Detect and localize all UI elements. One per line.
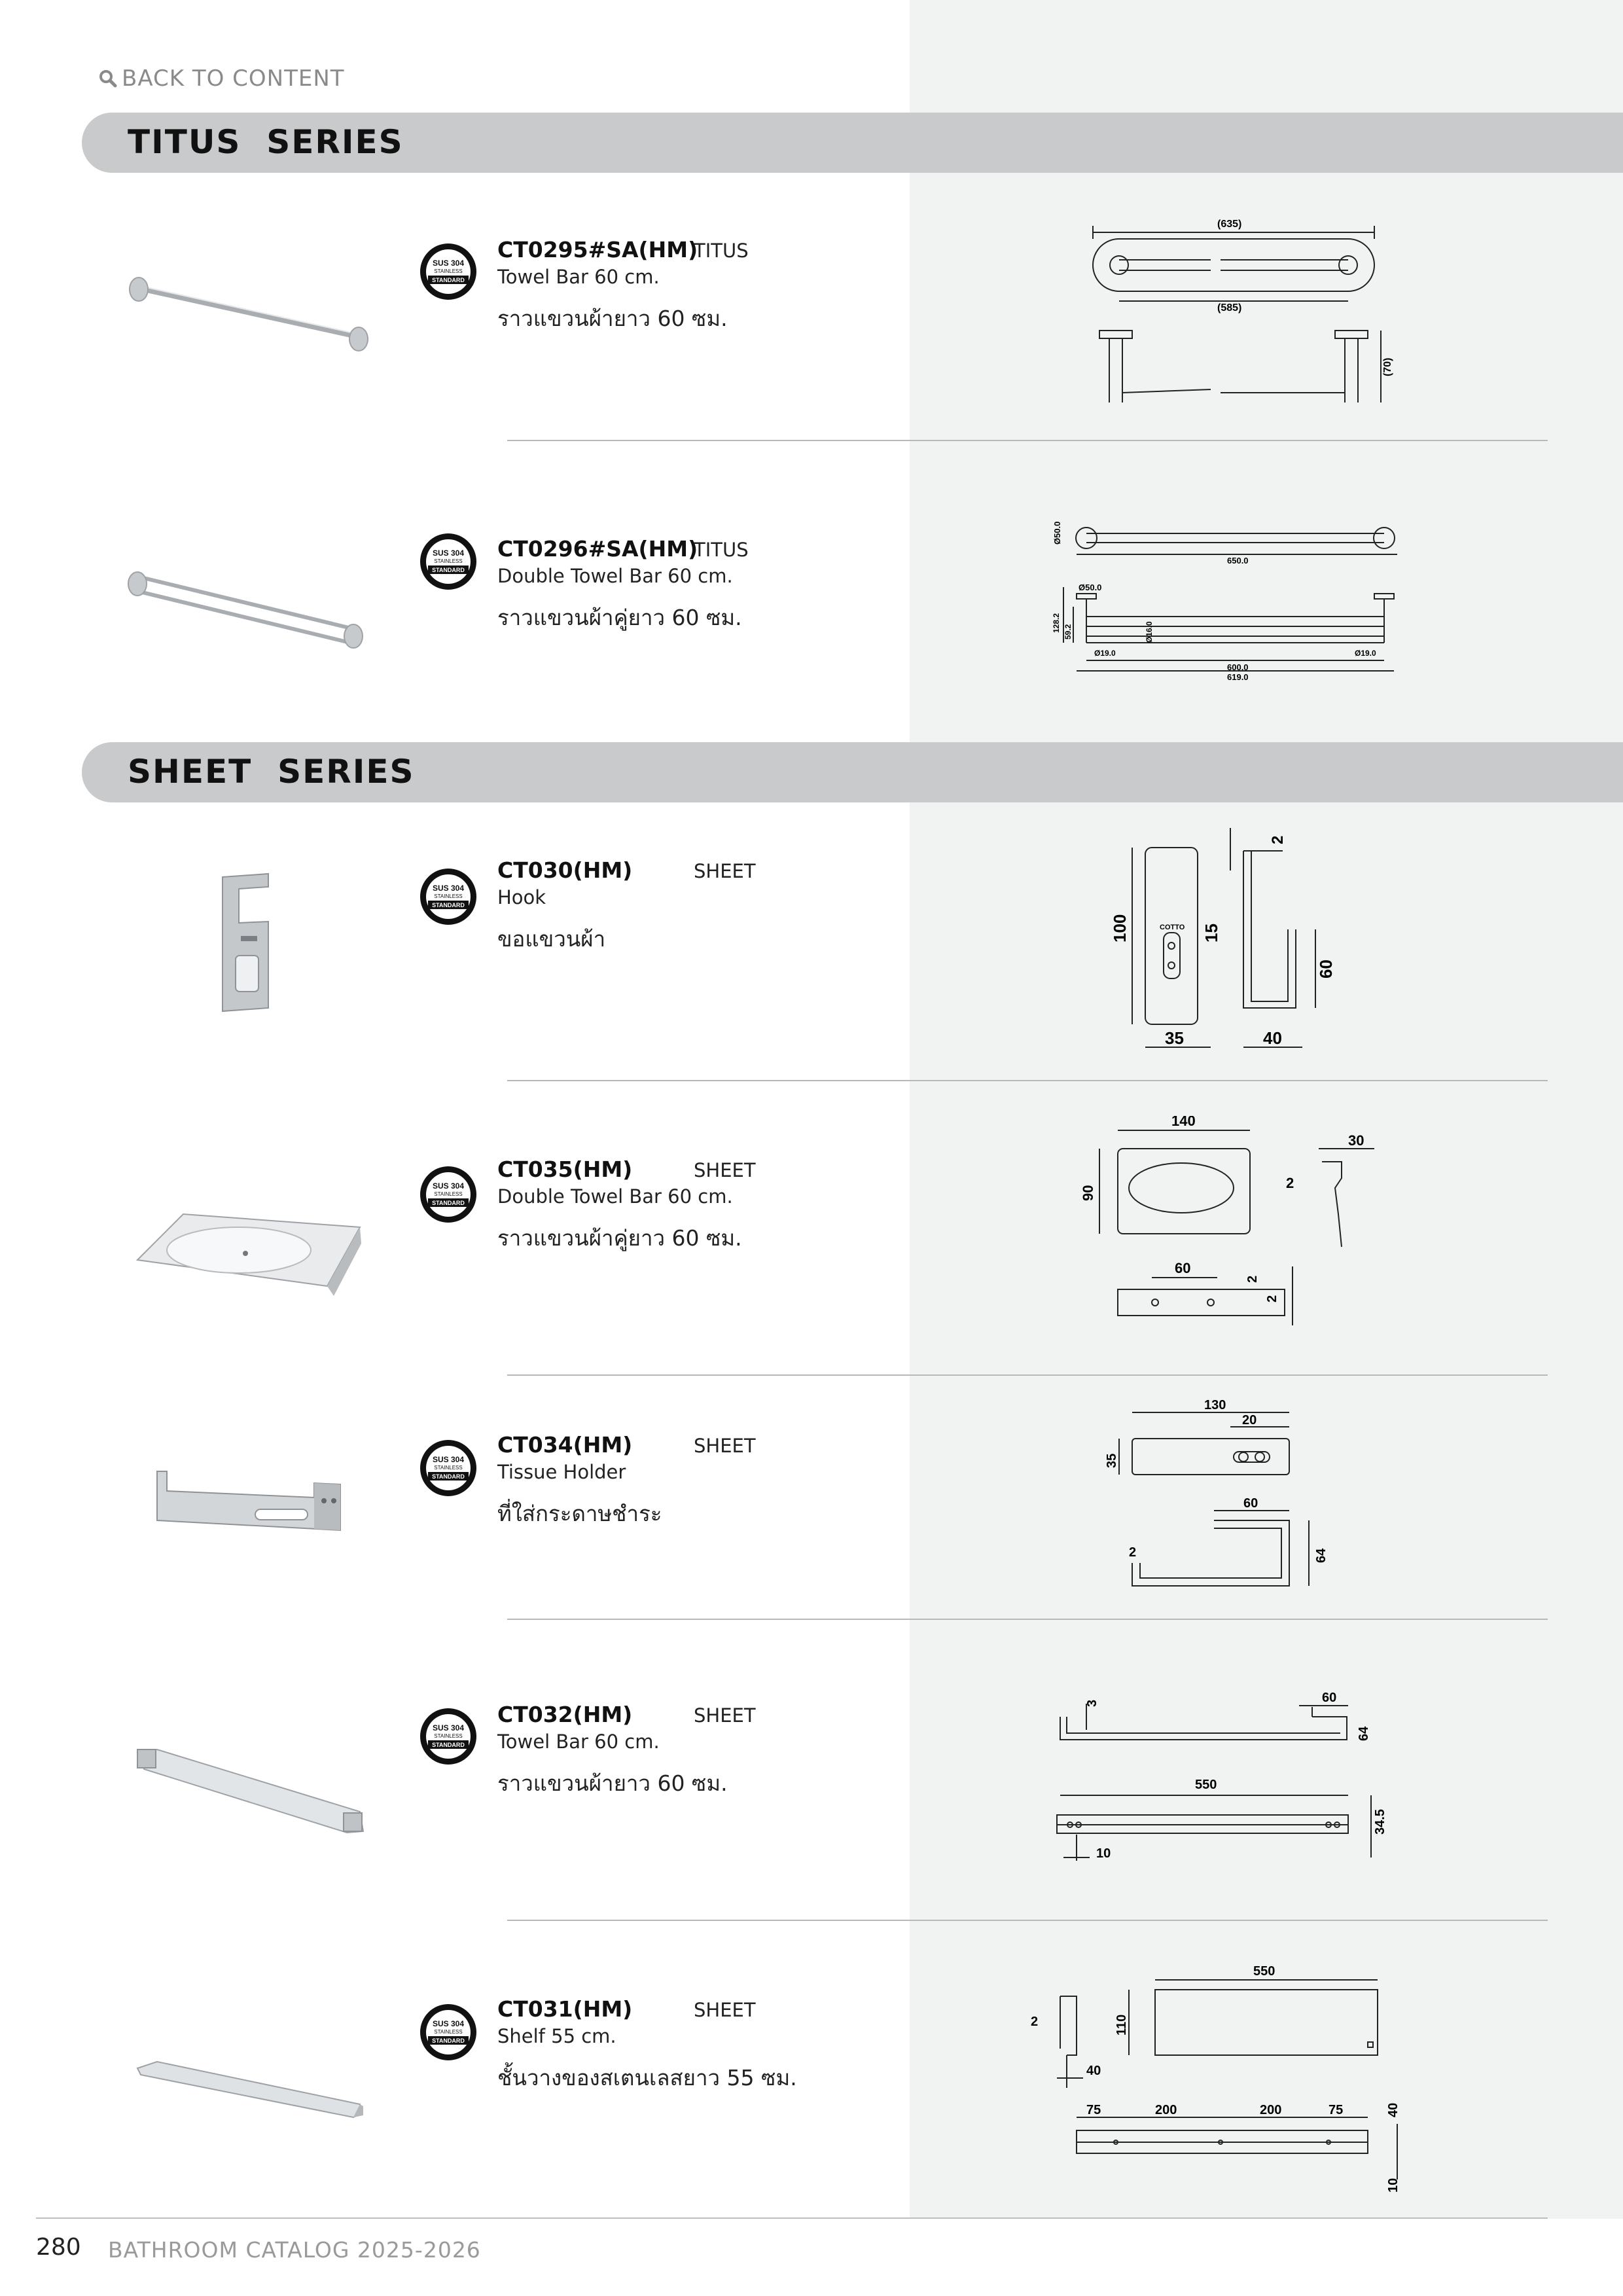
svg-text:SUS 304: SUS 304 <box>432 1723 465 1732</box>
svg-text:64: 64 <box>1357 1726 1371 1741</box>
divider <box>507 1374 1548 1376</box>
footer-divider <box>36 2217 1548 2219</box>
svg-text:130: 130 <box>1204 1398 1226 1412</box>
svg-text:(635): (635) <box>1217 219 1242 230</box>
technical-drawing <box>1080 206 1394 429</box>
product-series: SHEET <box>694 1435 756 1457</box>
product-series: SHEET <box>694 860 756 882</box>
svg-text:STAINLESS: STAINLESS <box>434 1191 463 1197</box>
divider <box>507 1920 1548 1921</box>
svg-text:40: 40 <box>1086 2064 1101 2078</box>
svg-text:Ø19.0: Ø19.0 <box>1094 649 1116 658</box>
product-name-th: ราวแขวนผ้าคู่ยาว 60 ซม. <box>497 605 742 630</box>
svg-text:3: 3 <box>1085 1699 1099 1707</box>
product-photo <box>118 554 386 666</box>
product-code: CT0295#SA(HM) <box>497 237 698 262</box>
svg-text:Ø19.0: Ø19.0 <box>1355 649 1376 658</box>
technical-drawing <box>1080 1393 1374 1615</box>
svg-text:60: 60 <box>1175 1260 1191 1276</box>
svg-text:128.2: 128.2 <box>1052 613 1061 633</box>
divider <box>507 1080 1548 1081</box>
sus304-badge <box>419 1707 478 1766</box>
svg-text:SUS 304: SUS 304 <box>432 548 465 558</box>
product-name-en: Double Towel Bar 60 cm. <box>497 1185 733 1208</box>
svg-text:Ø50.0: Ø50.0 <box>1052 521 1062 545</box>
svg-text:90: 90 <box>1080 1185 1096 1201</box>
svg-text:550: 550 <box>1253 1964 1275 1979</box>
svg-text:STAINLESS: STAINLESS <box>434 2029 463 2035</box>
technical-drawing <box>1041 1668 1407 1890</box>
product-name-en: Hook <box>497 886 546 908</box>
product-series: SHEET <box>694 1159 756 1181</box>
sus304-badge <box>419 867 478 926</box>
series-title: TITUS SERIES <box>128 123 404 161</box>
sheet-series-header <box>82 742 1623 802</box>
svg-text:2: 2 <box>1269 835 1287 844</box>
technical-drawing <box>1047 509 1414 705</box>
product-photo <box>118 1452 386 1583</box>
product-name-en: Towel Bar 60 cm. <box>497 1731 660 1753</box>
product-series: TITUS <box>694 240 749 262</box>
series-title: SHEET SERIES <box>128 753 415 791</box>
svg-text:2: 2 <box>1286 1175 1294 1191</box>
product-name-en: Double Towel Bar 60 cm. <box>497 565 733 587</box>
svg-text:64: 64 <box>1314 1548 1329 1563</box>
product-name-th: ชั้นวางของสเตนเลสยาว 55 ซม. <box>497 2065 797 2090</box>
product-series: TITUS <box>694 539 749 561</box>
svg-text:2: 2 <box>1031 2015 1039 2029</box>
svg-text:Ø16.0: Ø16.0 <box>1145 621 1154 643</box>
svg-text:75: 75 <box>1086 2103 1101 2117</box>
svg-text:COTTO: COTTO <box>1160 924 1185 931</box>
svg-text:40: 40 <box>1263 1028 1282 1048</box>
svg-text:STAINLESS: STAINLESS <box>434 893 463 899</box>
svg-text:SUS 304: SUS 304 <box>432 1455 465 1464</box>
svg-text:(70): (70) <box>1382 357 1393 376</box>
product-name-th: ราวแขวนผ้ายาว 60 ซม. <box>497 1770 728 1796</box>
svg-text:100: 100 <box>1110 914 1130 942</box>
svg-text:STANDARD: STANDARD <box>432 1473 465 1480</box>
product-name-th: ราวแขวนผ้าคู่ยาว 60 ซม. <box>497 1225 742 1251</box>
svg-text:SUS 304: SUS 304 <box>432 884 465 893</box>
svg-text:10: 10 <box>1386 2178 1400 2193</box>
svg-text:75: 75 <box>1329 2103 1344 2117</box>
svg-text:SUS 304: SUS 304 <box>432 1181 465 1191</box>
divider <box>507 440 1548 441</box>
svg-text:34.5: 34.5 <box>1373 1809 1387 1835</box>
back-to-content-label: BACK TO CONTENT <box>122 65 345 92</box>
sus304-badge <box>419 2003 478 2062</box>
svg-text:STANDARD: STANDARD <box>432 1200 465 1206</box>
svg-text:STANDARD: STANDARD <box>432 567 465 573</box>
product-code: CT031(HM) <box>497 1996 633 2022</box>
svg-text:200: 200 <box>1260 2103 1282 2117</box>
product-name-en: Shelf 55 cm. <box>497 2025 616 2047</box>
product-code: CT0296#SA(HM) <box>497 536 698 562</box>
svg-text:STAINLESS: STAINLESS <box>434 1733 463 1739</box>
product-code: CT032(HM) <box>497 1702 633 1727</box>
product-series: SHEET <box>694 1704 756 1727</box>
svg-text:STANDARD: STANDARD <box>432 902 465 908</box>
svg-text:550: 550 <box>1195 1778 1217 1792</box>
svg-text:Ø50.0: Ø50.0 <box>1079 583 1102 592</box>
search-icon <box>98 69 118 88</box>
svg-text:(585): (585) <box>1217 302 1242 314</box>
titus-series-header <box>82 113 1623 173</box>
product-photo <box>118 2042 386 2147</box>
svg-text:60: 60 <box>1243 1496 1258 1511</box>
product-name-en: Tissue Holder <box>497 1461 626 1483</box>
svg-text:STANDARD: STANDARD <box>432 2037 465 2044</box>
svg-text:SUS 304: SUS 304 <box>432 259 465 268</box>
catalog-title: BATHROOM CATALOG 2025-2026 <box>108 2237 481 2263</box>
svg-text:35: 35 <box>1165 1028 1184 1048</box>
svg-text:60: 60 <box>1316 960 1336 978</box>
svg-text:2: 2 <box>1245 1275 1260 1283</box>
product-photo <box>118 864 386 1028</box>
svg-text:60: 60 <box>1322 1691 1337 1705</box>
svg-text:200: 200 <box>1155 2103 1177 2117</box>
product-code: CT030(HM) <box>497 857 633 883</box>
svg-text:35: 35 <box>1105 1453 1119 1468</box>
product-photo <box>118 262 386 367</box>
technical-drawing <box>1060 1116 1400 1352</box>
svg-text:15: 15 <box>1202 924 1221 942</box>
svg-text:40: 40 <box>1386 2102 1400 2117</box>
product-name-th: ที่ใส่กระดาษชำระ <box>497 1501 662 1526</box>
product-name-en: Towel Bar 60 cm. <box>497 266 660 288</box>
sus304-badge <box>419 242 478 301</box>
svg-text:SUS 304: SUS 304 <box>432 2019 465 2028</box>
svg-text:619.0: 619.0 <box>1227 672 1249 682</box>
page-number: 280 <box>36 2234 81 2261</box>
product-photo <box>118 1733 386 1851</box>
svg-text:20: 20 <box>1242 1413 1257 1427</box>
svg-text:10: 10 <box>1096 1846 1111 1861</box>
technical-drawing <box>1067 812 1361 1060</box>
back-to-content-link[interactable] <box>98 65 345 92</box>
technical-drawing <box>1021 1957 1427 2206</box>
svg-text:110: 110 <box>1115 2014 1129 2036</box>
svg-text:2: 2 <box>1129 1545 1137 1560</box>
svg-text:140: 140 <box>1171 1116 1196 1129</box>
sus304-badge <box>419 1439 478 1498</box>
product-name-th: ราวแขวนผ้ายาว 60 ซม. <box>497 306 728 331</box>
product-name-th: ขอแขวนผ้า <box>497 926 606 952</box>
svg-text:59.2: 59.2 <box>1063 624 1073 639</box>
sus304-badge <box>419 1165 478 1224</box>
product-series: SHEET <box>694 1999 756 2021</box>
svg-text:2: 2 <box>1265 1295 1279 1302</box>
svg-text:650.0: 650.0 <box>1227 556 1249 565</box>
svg-text:STANDARD: STANDARD <box>432 277 465 283</box>
svg-text:STAINLESS: STAINLESS <box>434 268 463 274</box>
svg-text:STAINLESS: STAINLESS <box>434 558 463 564</box>
sus304-badge <box>419 532 478 591</box>
svg-text:STAINLESS: STAINLESS <box>434 1465 463 1471</box>
svg-text:600.0: 600.0 <box>1227 662 1249 672</box>
product-code: CT034(HM) <box>497 1432 633 1458</box>
divider <box>507 1619 1548 1620</box>
svg-text:STANDARD: STANDARD <box>432 1742 465 1748</box>
product-code: CT035(HM) <box>497 1157 633 1182</box>
svg-text:30: 30 <box>1348 1132 1364 1149</box>
product-photo <box>118 1188 386 1319</box>
